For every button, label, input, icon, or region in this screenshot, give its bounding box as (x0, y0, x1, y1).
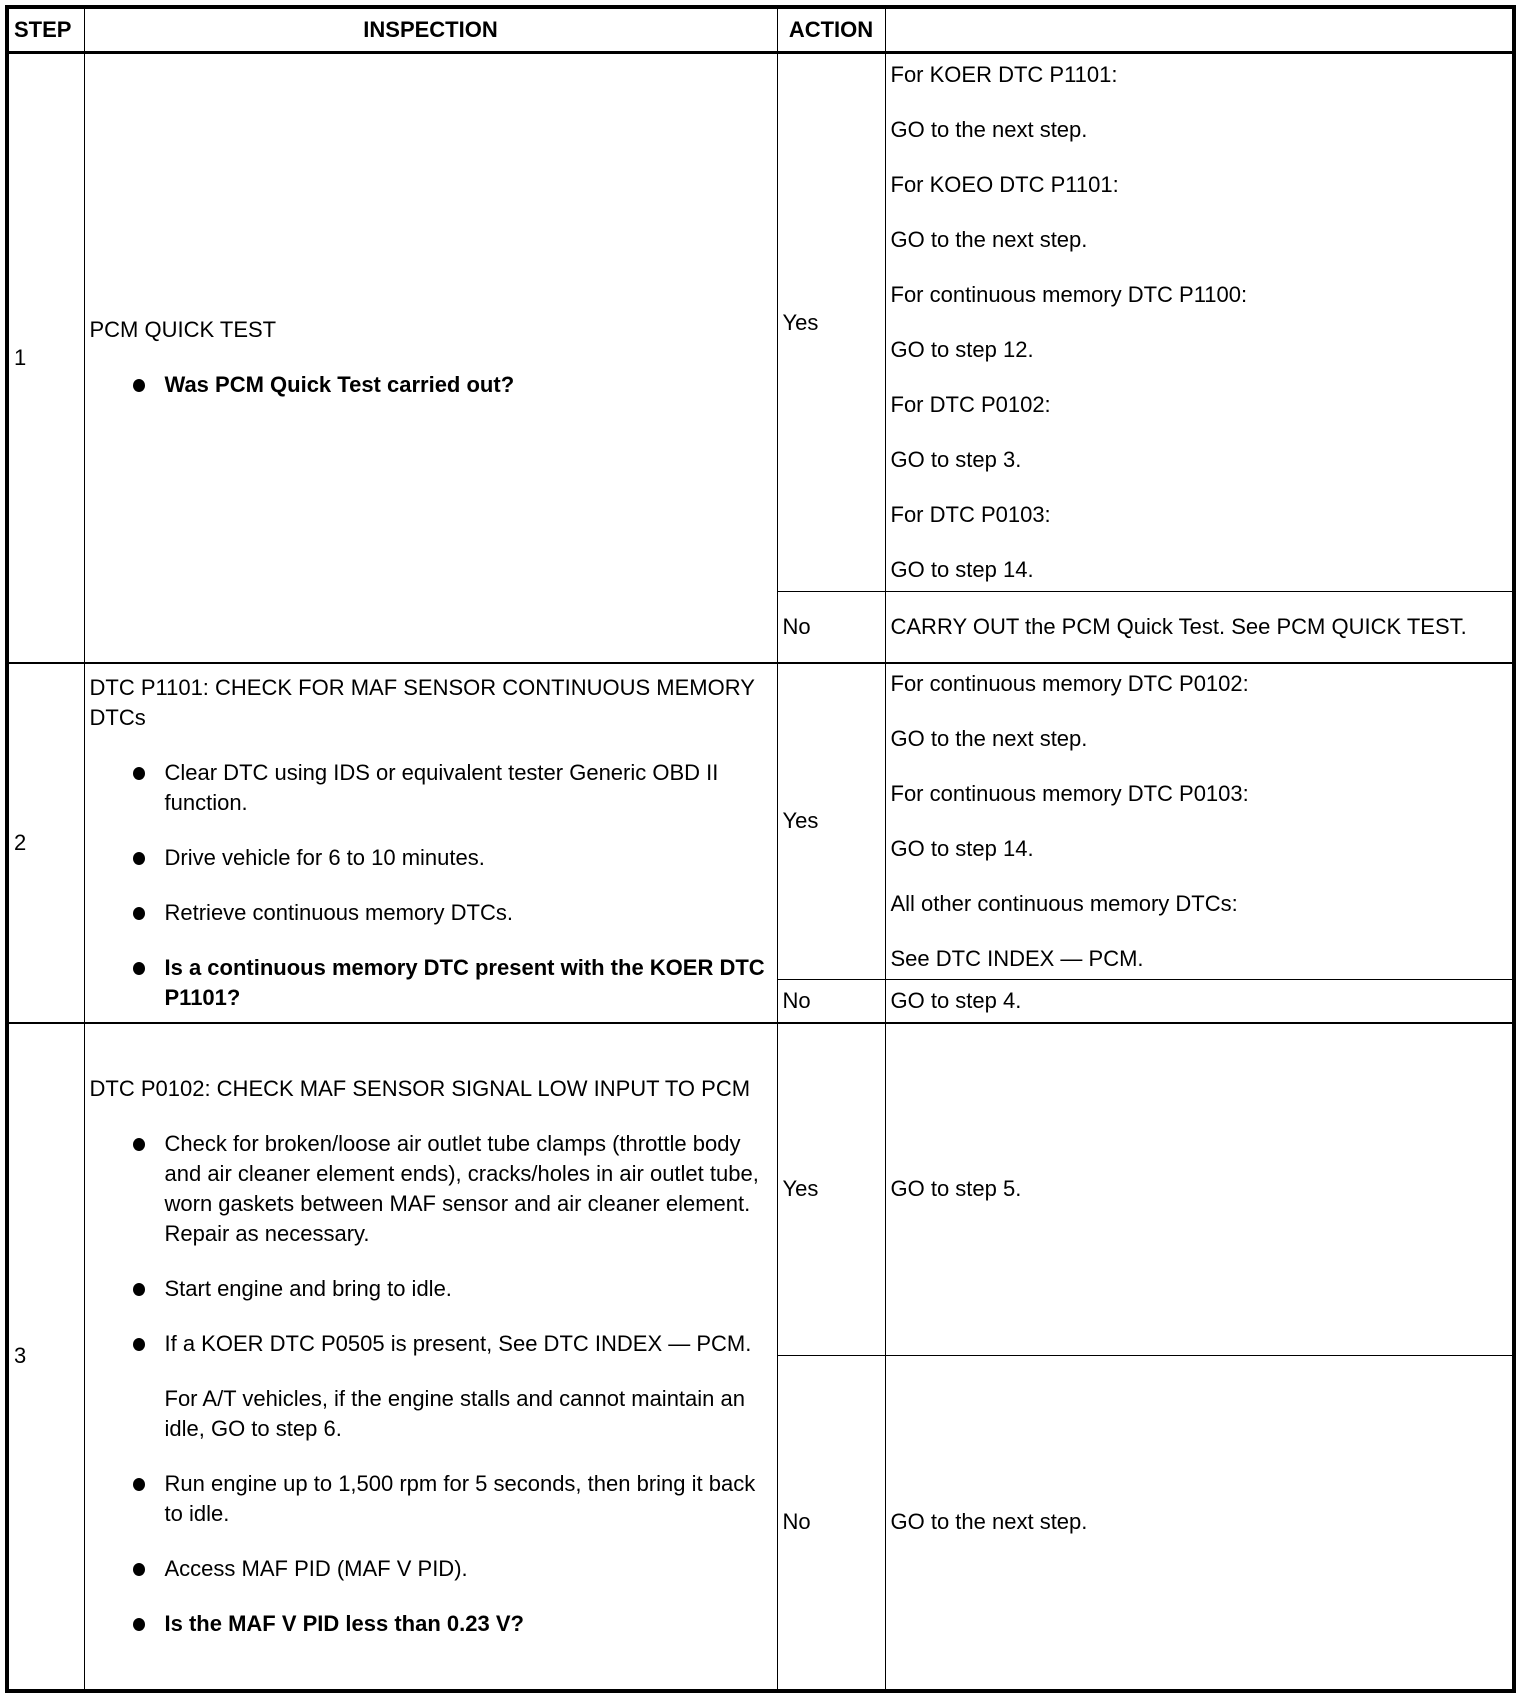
inspection-title: PCM QUICK TEST (89, 317, 277, 343)
bullet-item: Was PCM Quick Test carried out? (165, 370, 772, 400)
bullet-item: Access MAF PID (MAF V PID). (165, 1554, 772, 1584)
yes-label: Yes (777, 53, 885, 592)
no-actions: CARRY OUT the PCM Quick Test. See PCM QUICK TEST. (885, 592, 1514, 663)
no-label: No (777, 980, 885, 1023)
bullet-icon (133, 1478, 145, 1491)
step-1-yes-row (7, 53, 1514, 592)
yes-actions: For KOER DTC P1101: GO to the next step. For KOEO DTC P1101: GO to the next step. For continuous memory DTC P1100: GO to step 12. For DTC P0102: GO to step 3. For DTC P0103: GO to step 14. (885, 53, 1514, 592)
step-number: 2 (7, 663, 84, 1023)
bullet-item: Clear DTC using IDS or equivalent tester Generic OBD II function. (165, 758, 772, 818)
bullet-note: For A/T vehicles, if the engine stalls and cannot maintain an idle, GO to step 6. (164, 1385, 745, 1441)
header-step: STEP (7, 7, 84, 53)
bullet-icon (133, 1618, 145, 1631)
bullet-icon (133, 1283, 145, 1296)
bullet-icon (133, 1338, 145, 1351)
inspection-cell (84, 663, 777, 1023)
no-label: No (777, 592, 885, 663)
bullet-item: Is the MAF V PID less than 0.23 V? (165, 1609, 772, 1639)
step-2-yes-row (7, 663, 1514, 980)
yes-actions: For continuous memory DTC P0102: GO to the next step. For continuous memory DTC P0103: GO to step 14. All other continuous memory DTCs: See DTC INDEX — PCM. (885, 663, 1514, 980)
header-result (885, 7, 1514, 53)
bullet-icon (133, 1563, 145, 1576)
bullet-icon (133, 767, 145, 780)
bullet-icon (133, 1138, 145, 1151)
yes-actions: GO to step 5. (885, 1023, 1514, 1356)
bullet-item: Is a continuous memory DTC present with the KOER DTC P1101? (165, 953, 772, 1013)
bullet-item: Retrieve continuous memory DTCs. (165, 898, 772, 928)
header-inspection: INSPECTION (84, 7, 777, 53)
no-actions: GO to the next step. (885, 1356, 1514, 1691)
bullet-icon (133, 852, 145, 865)
bullet-icon (133, 907, 145, 920)
yes-label: Yes (777, 663, 885, 980)
no-actions: GO to step 4. (885, 980, 1514, 1023)
diagnostic-table (5, 5, 1516, 1693)
inspection-cell (84, 1023, 777, 1691)
bullet-item: Start engine and bring to idle. (165, 1274, 772, 1304)
bullet-item: Run engine up to 1,500 rpm for 5 seconds, then bring it back to idle. (165, 1469, 772, 1529)
step-3-yes-row (7, 1023, 1514, 1356)
bullet-item: Check for broken/loose air outlet tube clamps (throttle body and air cleaner element ends), cracks/holes in air outlet tube, worn gaskets between MAF sensor and air cleaner element. Repair as necessary. (165, 1129, 772, 1249)
header-action: ACTION (777, 7, 885, 53)
bullet-icon (133, 962, 145, 975)
bullet-icon (133, 379, 145, 392)
no-label: No (777, 1356, 885, 1691)
bullet-item: Drive vehicle for 6 to 10 minutes. (165, 843, 772, 873)
step-number: 1 (7, 53, 84, 663)
inspection-cell (84, 53, 777, 663)
bullet-item: If a KOER DTC P0505 is present, See DTC INDEX — PCM. For A/T vehicles, if the engine stalls and cannot maintain an idle, GO to step 6. (165, 1329, 772, 1444)
header-row (7, 7, 1514, 53)
step-number: 3 (7, 1023, 84, 1691)
inspection-title: DTC P0102: CHECK MAF SENSOR SIGNAL LOW INPUT TO PCM (89, 1075, 751, 1101)
inspection-title: DTC P1101: CHECK FOR MAF SENSOR CONTINUOUS MEMORY DTCs (89, 674, 755, 730)
yes-label: Yes (777, 1023, 885, 1356)
